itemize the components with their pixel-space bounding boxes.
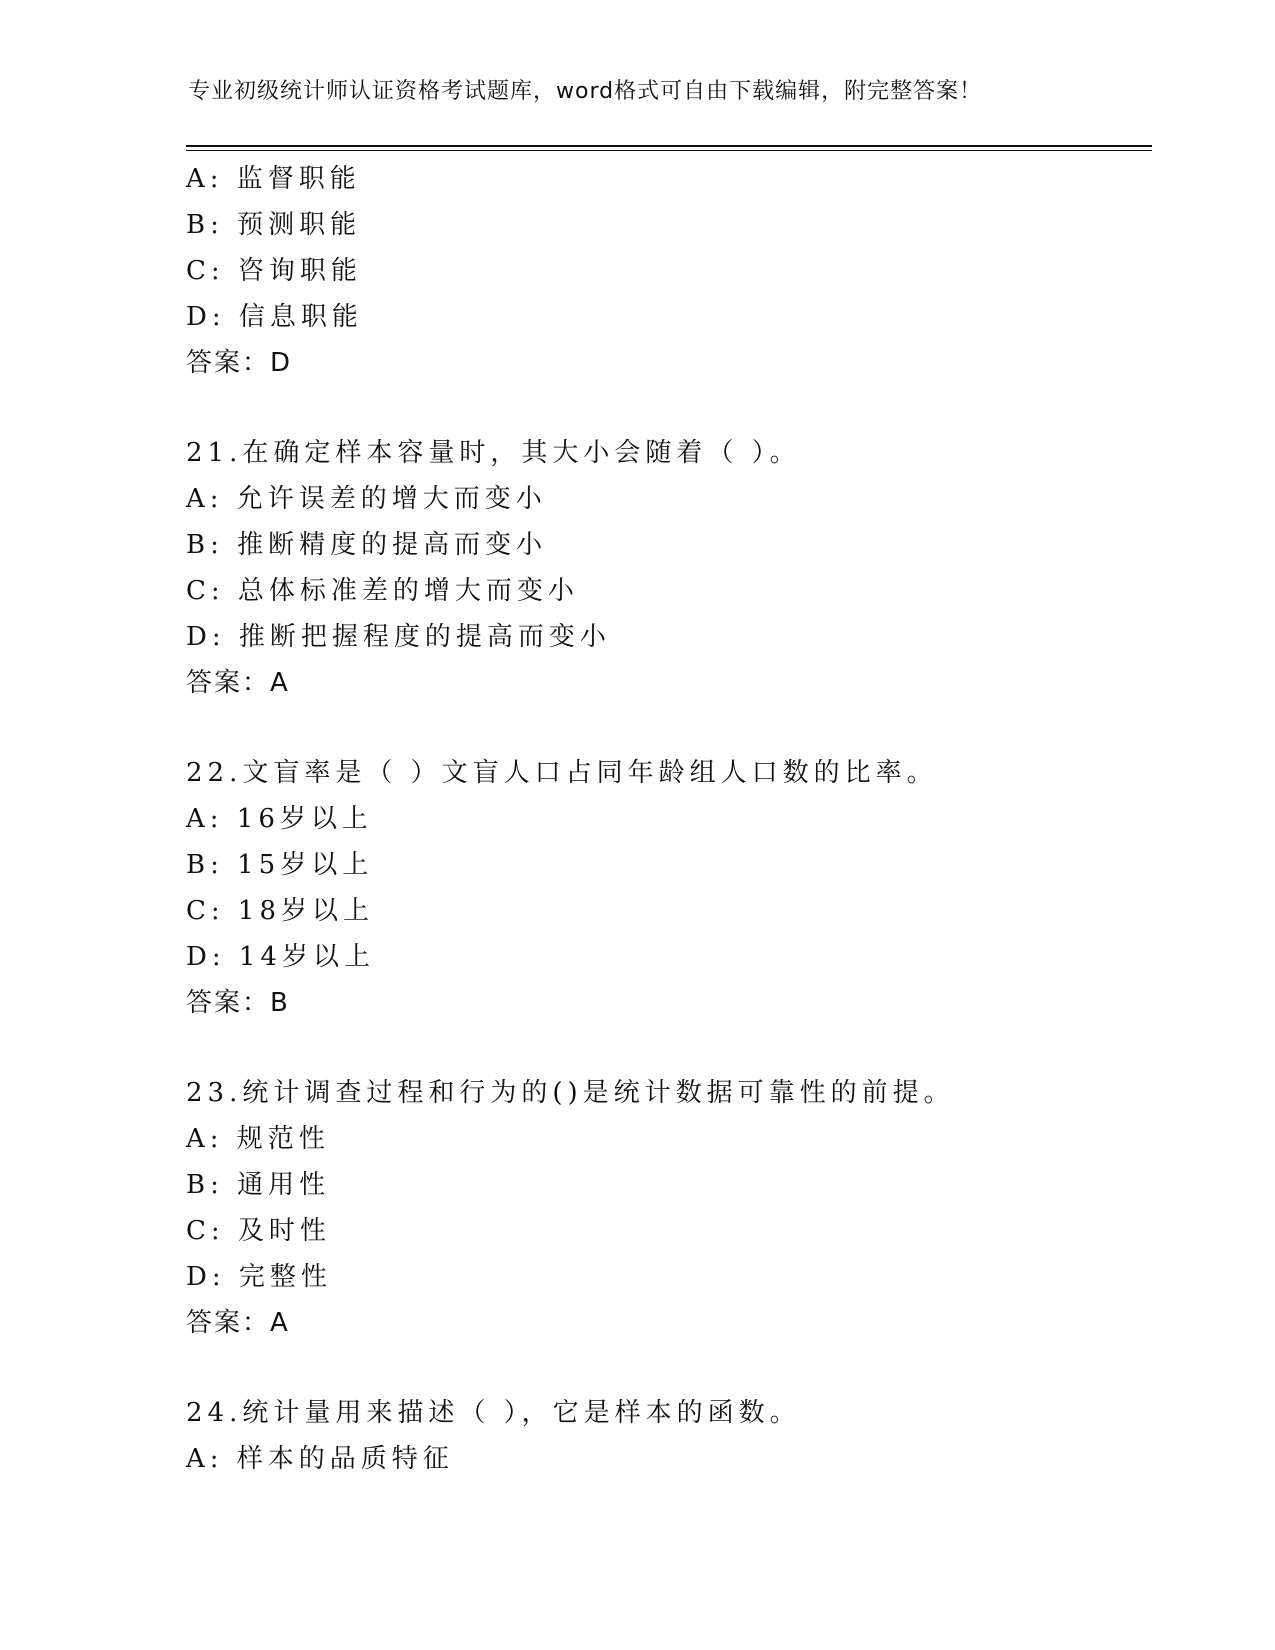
answer: 答案：A bbox=[186, 1308, 290, 1338]
option-a: A: 监督职能 bbox=[186, 164, 361, 194]
option-c: C: 咨询职能 bbox=[186, 256, 362, 286]
option-c: C: 18岁以上 bbox=[186, 896, 375, 926]
option-a: A: 样本的品质特征 bbox=[186, 1444, 454, 1474]
answer: 答案：B bbox=[186, 988, 290, 1018]
option-a: A: 16岁以上 bbox=[186, 804, 373, 834]
option-d: D: 信息职能 bbox=[186, 302, 363, 332]
question-stem: 22.文盲率是（ ）文盲人口占同年龄组人口数的比率。 bbox=[186, 758, 938, 788]
option-b: B: 通用性 bbox=[186, 1170, 331, 1200]
option-c: C: 及时性 bbox=[186, 1216, 331, 1246]
option-c: C: 总体标准差的增大而变小 bbox=[186, 576, 579, 606]
option-d: D: 完整性 bbox=[186, 1262, 332, 1292]
question-stem: 23.统计调查过程和行为的()是统计数据可靠性的前提。 bbox=[186, 1078, 955, 1108]
question-22 bbox=[186, 750, 1152, 1026]
question-24 bbox=[186, 1390, 1152, 1482]
question-stem: 24.统计量用来描述（ ），它是样本的函数。 bbox=[186, 1398, 801, 1428]
question-20-continued bbox=[186, 156, 1152, 386]
question-21 bbox=[186, 430, 1152, 706]
question-stem: 21.在确定样本容量时，其大小会随着（ ）。 bbox=[186, 438, 801, 468]
option-a: A: 允许误差的增大而变小 bbox=[186, 484, 547, 514]
answer: 答案：D bbox=[186, 348, 293, 378]
option-b: B: 预测职能 bbox=[186, 210, 362, 240]
option-b: B: 推断精度的提高而变小 bbox=[186, 530, 548, 560]
header-divider-thick bbox=[186, 145, 1152, 147]
option-b: B: 15岁以上 bbox=[186, 850, 374, 880]
option-a: A: 规范性 bbox=[186, 1124, 330, 1154]
question-list bbox=[186, 156, 1152, 1482]
header-divider-thin bbox=[186, 150, 1152, 151]
question-23 bbox=[186, 1070, 1152, 1346]
page-header: 专业初级统计师认证资格考试题库，word格式可自由下载编辑，附完整答案！ bbox=[188, 79, 983, 104]
option-d: D: 推断把握程度的提高而变小 bbox=[186, 622, 611, 652]
option-d: D: 14岁以上 bbox=[186, 942, 375, 972]
answer: 答案：A bbox=[186, 668, 290, 698]
